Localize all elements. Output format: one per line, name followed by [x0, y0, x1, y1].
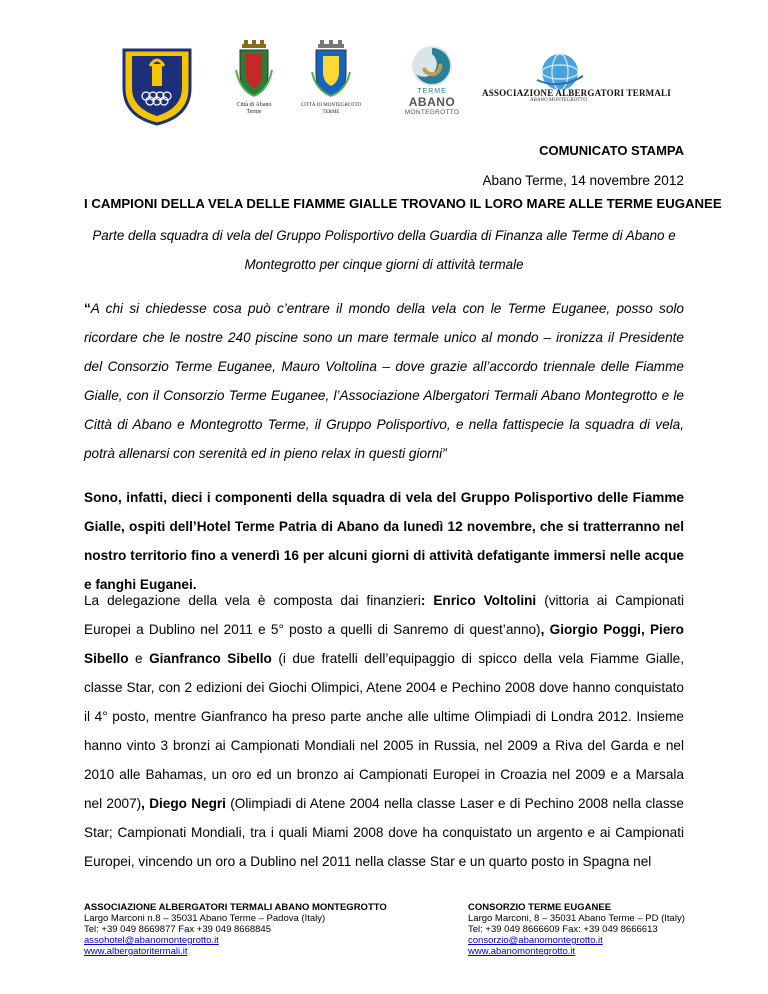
delegation-comma: ,	[141, 796, 145, 811]
assoc-subtitle: ABANO MONTEGROTTO	[530, 98, 587, 103]
article-subtitle: Parte della squadra di vela del Gruppo Polisportivo della Guardia di Finanza alle Terme di Abano e Montegrotto per cinque giorni di attività termale	[92, 228, 676, 272]
press-release-label: COMUNICATO STAMPA	[539, 143, 684, 158]
abano-crest-caption: Città di Abano Terme	[236, 102, 272, 115]
abano-terme-crest-logo	[234, 40, 274, 98]
article-title: I CAMPIONI DELLA VELA DELLE FIAMME GIALLE TROVANO IL LORO MARE ALLE TERME EUGANEE	[84, 196, 722, 211]
delegation-intro: La delegazione della vela è composta dai finanzieri	[84, 593, 421, 608]
delegation-paragraph	[84, 586, 684, 876]
quote-text: A chi si chiedesse cosa può c’entrare il mondo della vela con le Terme Euganee, posso solo ricordare che le nostre 240 piscine sono un mare termale unico al mondo – ironizza il Presidente del Consorzio Terme Euganee, Mauro Voltolina – dove grazie all’accordo triennale delle Fiamme Gialle, con il Consorzio Terme Euganee, l’Associazione Albergatori Termali Abano Montegrotto e le Città di Abano e Montegrotto Terme, il Gruppo Polisportivo, e nella fattispecie la squadra di vela, potrà allenarsi con serenità ed in pieno relax in questi giorni”	[84, 301, 684, 461]
footer-left	[84, 902, 387, 957]
montegrotto-word: MONTEGROTTO	[404, 109, 460, 116]
athlete-name: Gianfranco Sibello	[149, 651, 272, 666]
delegation-colon: :	[420, 593, 426, 608]
assoc-title: ASSOCIAZIONE ALBERGATORI TERMALI	[482, 88, 671, 98]
footer-left-phone: Tel: +39 049 8669877 Fax +39 049 8668845	[84, 924, 271, 935]
footer-left-name: ASSOCIAZIONE ALBERGATORI TERMALI ABANO MONTEGROTTO	[84, 902, 387, 913]
delegation-conjunction: e	[135, 651, 143, 666]
footer-right-phone: Tel: +39 049 8666609 Fax: +39 049 8666613	[468, 924, 658, 935]
quote-paragraph	[84, 294, 684, 468]
delegation-comma: ,	[540, 622, 545, 637]
athlete-name: Enrico Voltolini	[433, 593, 537, 608]
footer-left-email-link[interactable]: assohotel@abanomontegrotto.it	[84, 935, 219, 946]
athlete-name: Giorgio Poggi, Piero Sibello	[84, 622, 684, 666]
montegrotto-crest-caption: CITTÀ DI MONTEGROTTO TERME	[300, 103, 362, 115]
footer-right-email-link[interactable]: consorzio@abanomontegrotto.it	[468, 935, 603, 946]
footer-left-address: Largo Marconi n.8 – 35031 Abano Terme – Padova (Italy)	[84, 913, 326, 924]
abano-word: ABANO	[408, 95, 456, 109]
footer-right	[468, 902, 685, 957]
dateline: Abano Terme, 14 novembre 2012	[482, 173, 684, 188]
footer-right-name: CONSORZIO TERME EUGANEE	[468, 902, 612, 913]
athlete-note: (vittoria ai Campionati Europei a Dublino nel 2011 e 5° posto a quelli di Sanremo di quest’anno)	[84, 593, 685, 637]
footer-right-address: Largo Marconi, 8 – 35031 Abano Terme – PD (Italy)	[468, 913, 685, 924]
logo-strip	[0, 36, 768, 136]
team-paragraph: Sono, infatti, dieci i componenti della squadra di vela del Gruppo Polisportivo delle Fiamme Gialle, ospiti dell’Hotel Terme Patria di Abano da lunedì 12 novembre, che si tratterranno nel nostro territorio fino a venerdì 16 per alcuni giorni di attività defatigante immersi nelle acque e fanghi Euganei.	[84, 490, 684, 592]
athlete-note: (i due fratelli dell’equipaggio di spicco della vela Fiamme Gialle, classe Star, con 2 edizioni dei Giochi Olimpici, Atene 2004 e Pechino 2008 dove hanno conquistato il 4° posto, mentre Gianfranco ha preso parte anche alle ultime Olimpiadi di Londra 2012. Insieme hanno vinto 3 bronzi ai Campionati Mondiali nel 2005 in Russia, nel 2009 a Riva del Garda e nel 2010 alle Bahamas, un oro ed un bronzo ai Campionati Europei in Croazia nel 2009 e a Marsala nel 2007)	[84, 651, 685, 811]
terme-word: TERME	[417, 88, 447, 95]
terme-abano-montegrotto-swirl-logo	[402, 44, 462, 88]
quote-open-mark: “	[84, 301, 91, 316]
montegrotto-crest-logo	[310, 40, 352, 98]
fiamme-gialle-shield-logo	[120, 44, 194, 126]
athlete-note: (Olimpiadi di Atene 2004 nella classe Laser e di Pechino 2008 nella classe Star; Campionati Mondiali, tra i quali Miami 2008 dove ha conquistato un argento e ai Campionati Europei, vincendo un oro a Dublino nel 2011 nella classe Star e un quarto posto in Spagna nel	[84, 796, 684, 869]
athlete-name: Diego Negri	[149, 796, 226, 811]
footer-left-web-link[interactable]: www.albergatoritermali.it	[84, 946, 188, 957]
footer-right-web-link[interactable]: www.abanomontegrotto.it	[468, 946, 576, 957]
